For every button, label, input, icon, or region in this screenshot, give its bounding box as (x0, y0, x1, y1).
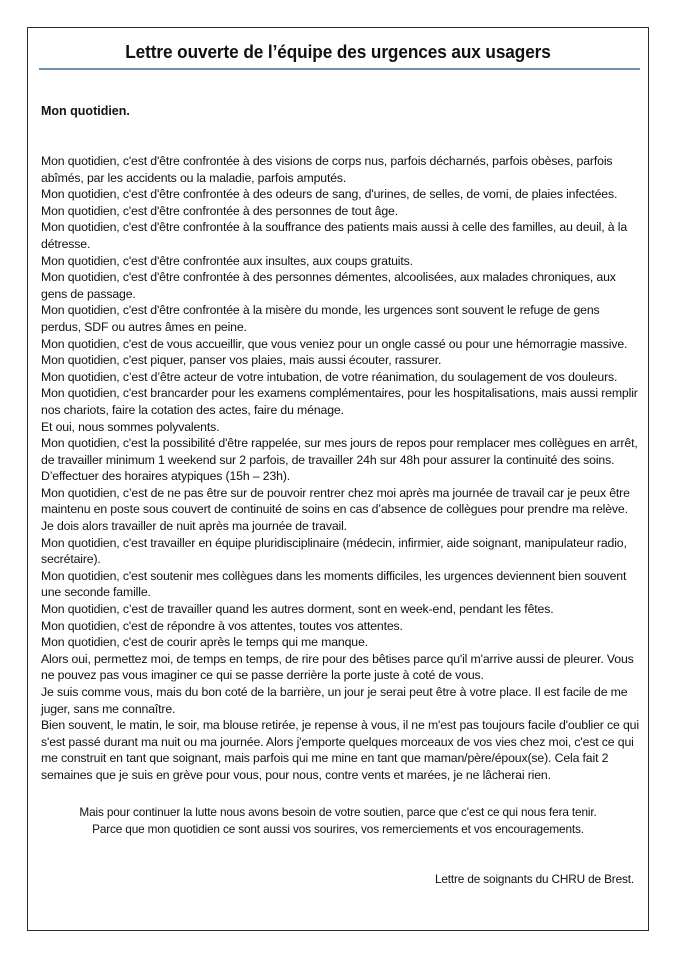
closing-line: Mais pour continuer la lutte nous avons besoin de votre soutien, parce que c'est ce qui nous fera tenir. (79, 805, 597, 819)
letter-body (41, 153, 641, 784)
paragraph: Mon quotidien, c'est d'être confrontée à la souffrance des patients mais aussi à celle des familles, au deuil, à la détresse. (41, 220, 628, 251)
paragraph: Mon quotidien, c'est d'être confrontée à des personnes de tout âge. (41, 203, 398, 218)
paragraph: Mon quotidien, c'est d'être confrontée à des personnes démentes, alcoolisées, aux malades chroniques, aux gens de passage. (41, 270, 616, 301)
paragraph: Mon quotidien, c'est brancarder pour les examens complémentaires, pour les hospitalisations, mais aussi remplir nos chariots, faire la cotation des actes, faire du ménage. (41, 386, 638, 417)
paragraph: Et oui, nous sommes polyvalents. (41, 419, 220, 434)
paragraph: Mon quotidien, c'est d'être confrontée à la misère du monde, les urgences sont souvent le refuge de gens perdus, SDF ou autres âmes en peine. (41, 303, 600, 334)
paragraph: Mon quotidien, c'est d'être confrontée à des visions de corps nus, parfois décharnés, parfois obèses, parfois abîmés, par les accidents ou la maladie, parfois amputés. (41, 154, 613, 185)
closing-statement (28, 804, 648, 838)
paragraph: Alors oui, permettez moi, de temps en temps, de rire pour des bêtises parce qu'il m'arrive aussi de pleurer. Vous ne pouvez pas vous imaginer ce qui se passe derrière la porte juste à coté de vous. (41, 651, 634, 683)
paragraph: Mon quotidien, c'est piquer, panser vos plaies, mais aussi écouter, rassurer. (41, 353, 442, 368)
paragraph: Mon quotidien, c'est d'être confrontée à des odeurs de sang, d'urines, de selles, de vomi, de plaies infectées. (41, 187, 618, 202)
paragraph: Mon quotidien, c'est de répondre à vos attentes, toutes vos attentes. (41, 618, 403, 633)
paragraph: Je suis comme vous, mais du bon coté de la barrière, un jour je serai peut être à votre place. Il est facile de me juger, sans me connaître. (41, 685, 628, 716)
paragraph: Mon quotidien, c'est de courir après le temps qui me manque. (41, 635, 368, 650)
closing-line: Parce que mon quotidien ce sont aussi vos sourires, vos remerciements et vos encouragements. (92, 822, 584, 836)
paragraph: Mon quotidien, c’est d’être acteur de votre intubation, de votre réanimation, du soulagement de vos douleurs. (41, 369, 618, 384)
document-page (27, 27, 649, 931)
section-heading: Mon quotidien. (41, 104, 130, 118)
paragraph: Mon quotidien, c’est de travailler quand les autres dorment, sont en week-end, pendant les fêtes. (41, 602, 554, 617)
paragraph: Mon quotidien, c’est de ne pas être sur de pouvoir rentrer chez moi après ma journée de travail car je peux être maintenu en poste sous couvert de continuité de soins en cas d’absence de collègues pour prendre ma relève. Je dois alors travailler de nuit après ma journée de travail. (41, 485, 630, 534)
paragraph: Bien souvent, le matin, le soir, ma blouse retirée, je repense à vous, il ne m'est pas toujours facile d'oublier ce qui s'est passé durant ma nuit ou ma journée. Alors j'emporte quelques morceaux de vos vies chez moi, c'est ce qui me construit en tant que soignant, mais parfois qui me mine en tant que maman/père/époux(se). Cela fait 2 semaines que je suis en grève pour vous, pour nous, contre vents et marées, je ne lâcherai rien. (41, 718, 639, 782)
signature: Lettre de soignants du CHRU de Brest. (434, 872, 634, 886)
paragraph: Mon quotidien, c'est la possibilité d'être rappelée, sur mes jours de repos pour remplacer mes collègues en arrêt, de travailler minimum 1 weekend sur 2 parfois, de travailler 24h sur 48h pour assurer la continuité des soins. D’effectuer des horaires atypiques (15h – 23h). (41, 436, 638, 484)
paragraph: Mon quotidien, c'est soutenir mes collègues dans les moments difficiles, les urgences deviennent bien souvent une seconde famille. (41, 568, 627, 600)
paragraph: Mon quotidien, c'est de vous accueillir, que vous veniez pour un ongle cassé ou pour une hémorragie massive. (41, 336, 628, 351)
paragraph: Mon quotidien, c'est d'être confrontée aux insultes, aux coups gratuits. (41, 253, 413, 268)
document-title: Lettre ouverte de l’équipe des urgences aux usagers (125, 41, 551, 62)
paragraph: Mon quotidien, c'est travailler en équipe pluridisciplinaire (médecin, infirmier, aide soignant, manipulateur radio, secrétaire). (41, 535, 627, 567)
title-underline (39, 68, 640, 70)
